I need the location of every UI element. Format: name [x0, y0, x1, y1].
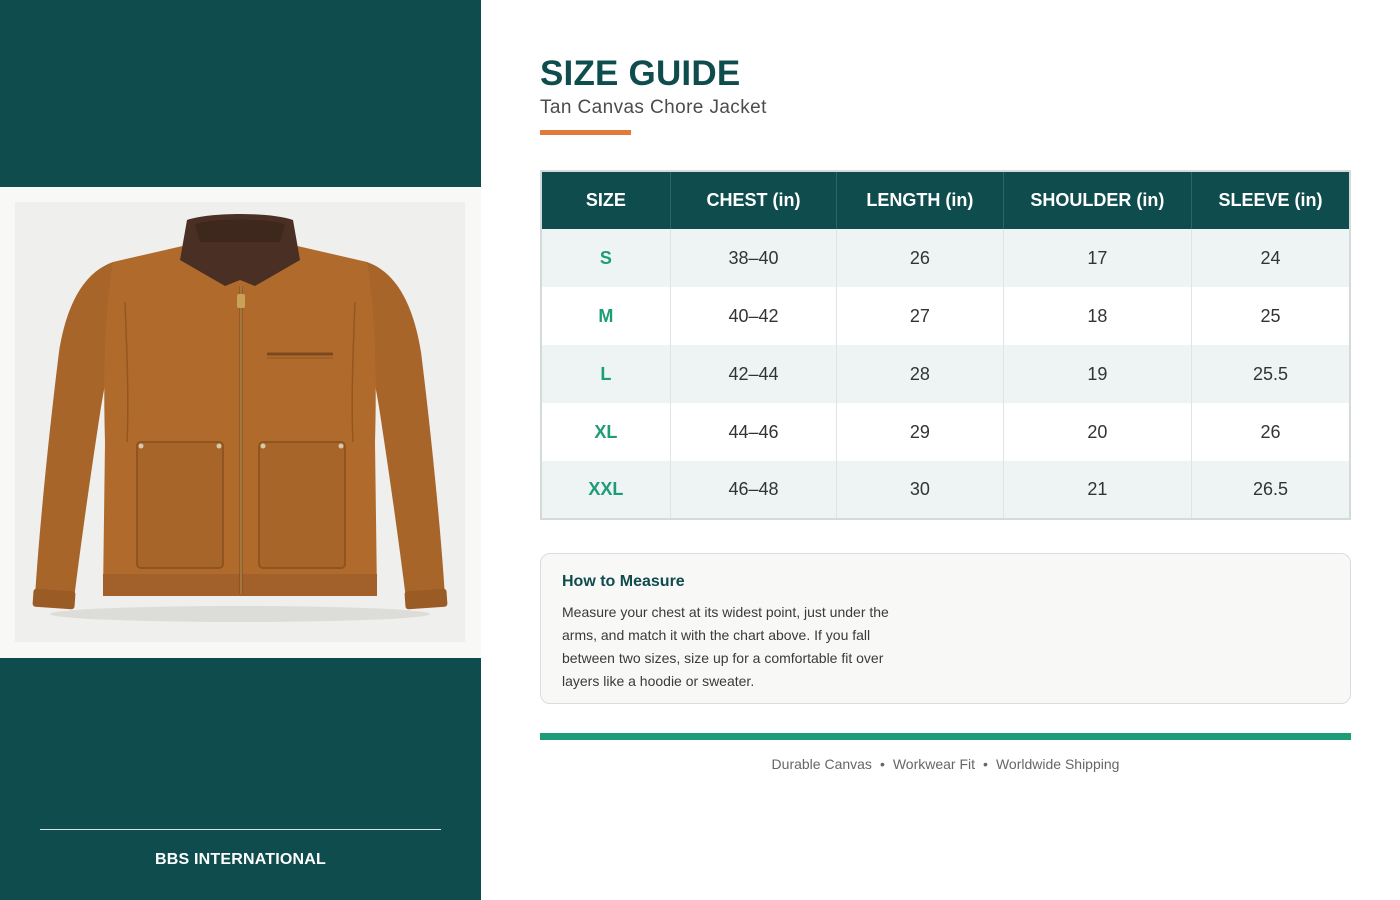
product-photo	[15, 202, 465, 642]
table-cell: 21	[1003, 461, 1191, 519]
product-photo-band	[0, 187, 481, 658]
feature-item: Worldwide Shipping	[995, 756, 1120, 772]
feature-item: Durable Canvas	[771, 756, 872, 772]
title-accent-bar	[540, 130, 631, 135]
how-to-measure-text: Measure your chest at its widest point, just under the arms, and match it with the chart above. If you fall between two sizes, size up for a comfortable fit over layers like a hoodie or sweater.	[562, 604, 889, 689]
table-cell: 24	[1192, 229, 1350, 287]
table-cell: 40–42	[670, 287, 836, 345]
size-label: XL	[594, 421, 618, 442]
size-label: M	[598, 305, 614, 326]
table-cell: 17	[1003, 229, 1191, 287]
table-cell: 29	[837, 403, 1003, 461]
column-header: SLEEVE (in)	[1192, 171, 1350, 229]
table-row	[541, 229, 1350, 287]
table-cell: 26	[837, 229, 1003, 287]
left-panel	[0, 0, 481, 900]
how-to-measure-card	[540, 553, 1351, 704]
table-cell: 44–46	[670, 403, 836, 461]
table-row	[541, 287, 1350, 345]
table-cell: 28	[837, 345, 1003, 403]
table-row	[541, 345, 1350, 403]
table-row	[541, 461, 1350, 519]
table-cell: 18	[1003, 287, 1191, 345]
product-name: Tan Canvas Chore Jacket	[540, 97, 767, 118]
column-header: LENGTH (in)	[837, 171, 1003, 229]
footer-features	[540, 756, 1351, 772]
page-title: SIZE GUIDE	[540, 54, 741, 93]
table-cell: 38–40	[670, 229, 836, 287]
bullet-separator: •	[983, 756, 988, 772]
table-cell: 46–48	[670, 461, 836, 519]
table-cell: 27	[837, 287, 1003, 345]
how-to-measure-title: How to Measure	[562, 573, 685, 590]
feature-item: Workwear Fit	[892, 756, 976, 772]
table-cell: 19	[1003, 345, 1191, 403]
table-cell: 26.5	[1192, 461, 1350, 519]
size-label: L	[541, 345, 670, 403]
table-cell: 25	[1192, 287, 1350, 345]
column-header: CHEST (in)	[670, 171, 836, 229]
table-row	[541, 403, 1350, 461]
table-header-row	[541, 171, 1350, 229]
footer-accent-bar	[540, 733, 1351, 740]
column-header: SHOULDER (in)	[1003, 171, 1191, 229]
table-cell: 26	[1192, 403, 1350, 461]
bullet-separator: •	[879, 756, 885, 772]
size-label: S	[541, 229, 670, 287]
jacket-image	[15, 202, 465, 642]
size-table	[540, 170, 1351, 520]
table-cell: 42–44	[670, 345, 836, 403]
table-cell: 25.5	[1192, 345, 1350, 403]
table-cell: 20	[1003, 403, 1191, 461]
table-cell: 30	[837, 461, 1003, 519]
column-header: SIZE	[541, 171, 670, 229]
brand-name: BBS INTERNATIONAL	[154, 851, 327, 868]
brand-divider	[40, 829, 441, 830]
size-label: XXL	[541, 461, 670, 519]
